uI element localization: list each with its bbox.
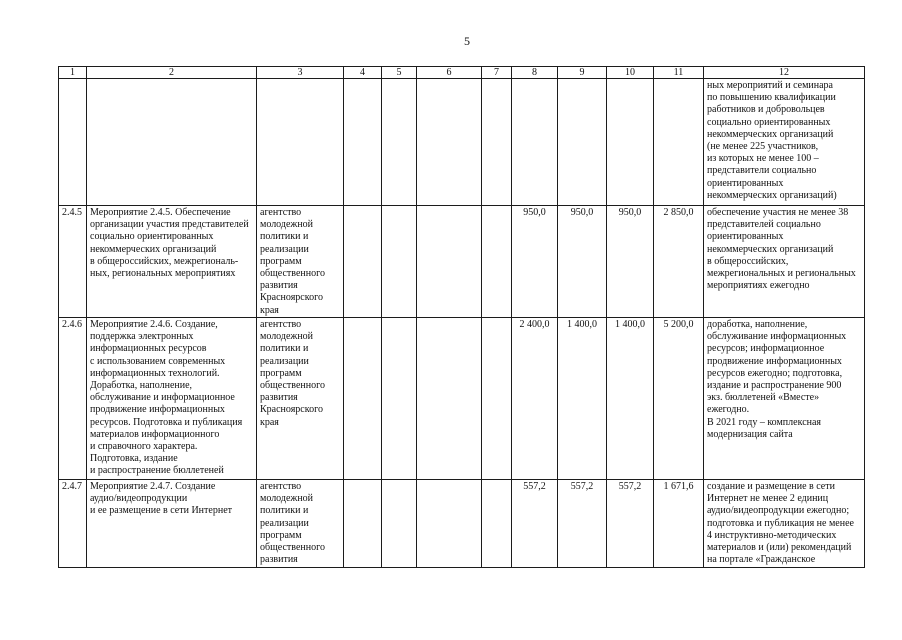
activities-table — [58, 66, 865, 568]
column-number-5: 5 — [382, 67, 417, 79]
column-number-2: 2 — [87, 67, 257, 79]
column-number-7: 7 — [482, 67, 512, 79]
activity-2-4-7-col-9-value: 557,2 — [558, 480, 607, 568]
activity-2-4-5-col-4-cell — [344, 206, 382, 318]
column-number-6: 6 — [417, 67, 482, 79]
activity-2-4-5-col-8-value: 950,0 — [512, 206, 558, 318]
activity-2-4-6-col-4-cell — [344, 318, 382, 480]
activity-2-4-5-col-5-cell — [382, 206, 417, 318]
activity-2-4-6-col-6-cell — [417, 318, 482, 480]
table-row-continuation — [59, 79, 865, 206]
column-number-12: 12 — [704, 67, 865, 79]
table-header-row — [59, 67, 865, 79]
continuation-col-7-cell — [482, 79, 512, 206]
column-number-1: 1 — [59, 67, 87, 79]
activity-2-4-6-col-7-cell — [482, 318, 512, 480]
activity-2-4-7-title-cell: Мероприятие 2.4.7. Создание аудио/видеопродукции и ее размещение в сети Интернет — [87, 480, 257, 568]
table-row-activity-2-4-7 — [59, 480, 865, 568]
activity-2-4-7-result-cell: создание и размещение в сети Интернет не менее 2 единиц аудио/видеопродукции ежегодно; подготовка и публикация не менее 4 инструктивно-методических материалов и (или) рекомендаций на портале «Гражданское — [704, 480, 865, 568]
activity-2-4-7-col-4-cell — [344, 480, 382, 568]
continuation-col-6-cell — [417, 79, 482, 206]
activity-2-4-5-number-cell: 2.4.5 — [59, 206, 87, 318]
column-number-9: 9 — [558, 67, 607, 79]
table-row-activity-2-4-6 — [59, 318, 865, 480]
activity-2-4-6-col-5-cell — [382, 318, 417, 480]
activity-2-4-7-col-5-cell — [382, 480, 417, 568]
continuation-title-cell — [87, 79, 257, 206]
activity-2-4-6-col-8-value: 2 400,0 — [512, 318, 558, 480]
activity-2-4-5-executor-cell: агентство молодежной политики и реализации программ общественного развития Красноярского края — [257, 206, 344, 318]
activity-2-4-5-col-7-cell — [482, 206, 512, 318]
activity-2-4-7-col-10-value: 557,2 — [607, 480, 654, 568]
activity-2-4-6-result-cell: доработка, наполнение, обслуживание информационных ресурсов; информационное продвижение информационных ресурсов ежегодно; подготовка, издание и распространение 900 экз. бюллетеней «Вместе» ежегодно. В 2021 году – комплексная модернизация сайта — [704, 318, 865, 480]
continuation-col-11-value — [654, 79, 704, 206]
activity-2-4-7-col-7-cell — [482, 480, 512, 568]
activity-2-4-6-col-10-value: 1 400,0 — [607, 318, 654, 480]
page-number: 5 — [464, 34, 470, 48]
table-row-activity-2-4-5 — [59, 206, 865, 318]
continuation-col-5-cell — [382, 79, 417, 206]
column-number-10: 10 — [607, 67, 654, 79]
activity-2-4-7-executor-cell: агентство молодежной политики и реализации программ общественного развития — [257, 480, 344, 568]
activity-2-4-6-title-cell: Мероприятие 2.4.6. Создание, поддержка электронных информационных ресурсов с использованием современных информационных технологий. Доработка, наполнение, обслуживание и информационное продвижение информационных ресурсов. Подготовка и публикация материалов информационного и справочного характера. Подготовка, издание и распространение бюллетеней — [87, 318, 257, 480]
activity-2-4-5-col-11-value: 2 850,0 — [654, 206, 704, 318]
activity-2-4-6-executor-cell: агентство молодежной политики и реализации программ общественного развития Красноярского края — [257, 318, 344, 480]
activity-2-4-7-col-6-cell — [417, 480, 482, 568]
activity-2-4-5-title-cell: Мероприятие 2.4.5. Обеспечение организации участия представителей социально ориентированных некоммерческих организаций в общероссийских, межрегиональ- ных, региональных мероприятиях — [87, 206, 257, 318]
activity-2-4-7-number-cell: 2.4.7 — [59, 480, 87, 568]
activity-2-4-5-col-10-value: 950,0 — [607, 206, 654, 318]
column-number-4: 4 — [344, 67, 382, 79]
activity-2-4-5-col-9-value: 950,0 — [558, 206, 607, 318]
activity-2-4-5-result-cell: обеспечение участия не менее 38 представителей социально ориентированных некоммерческих организаций в общероссийских, межрегиональных и региональных мероприятиях ежегодно — [704, 206, 865, 318]
column-number-8: 8 — [512, 67, 558, 79]
activity-2-4-6-col-9-value: 1 400,0 — [558, 318, 607, 480]
continuation-col-4-cell — [344, 79, 382, 206]
continuation-col-9-value — [558, 79, 607, 206]
continuation-col-8-value — [512, 79, 558, 206]
activity-2-4-5-col-6-cell — [417, 206, 482, 318]
activity-2-4-6-col-11-value: 5 200,0 — [654, 318, 704, 480]
continuation-result-cell: ных мероприятий и семинара по повышению квалификации работников и добровольцев социально ориентированных некоммерческих организаций (не менее 225 участников, из которых не менее 100 – представители социально ориентированных некоммерческих организаций) — [704, 79, 865, 206]
continuation-col-10-value — [607, 79, 654, 206]
continuation-executor-cell — [257, 79, 344, 206]
column-number-11: 11 — [654, 67, 704, 79]
continuation-number-cell — [59, 79, 87, 206]
activity-2-4-7-col-8-value: 557,2 — [512, 480, 558, 568]
activity-2-4-7-col-11-value: 1 671,6 — [654, 480, 704, 568]
activity-2-4-6-number-cell: 2.4.6 — [59, 318, 87, 480]
column-number-3: 3 — [257, 67, 344, 79]
